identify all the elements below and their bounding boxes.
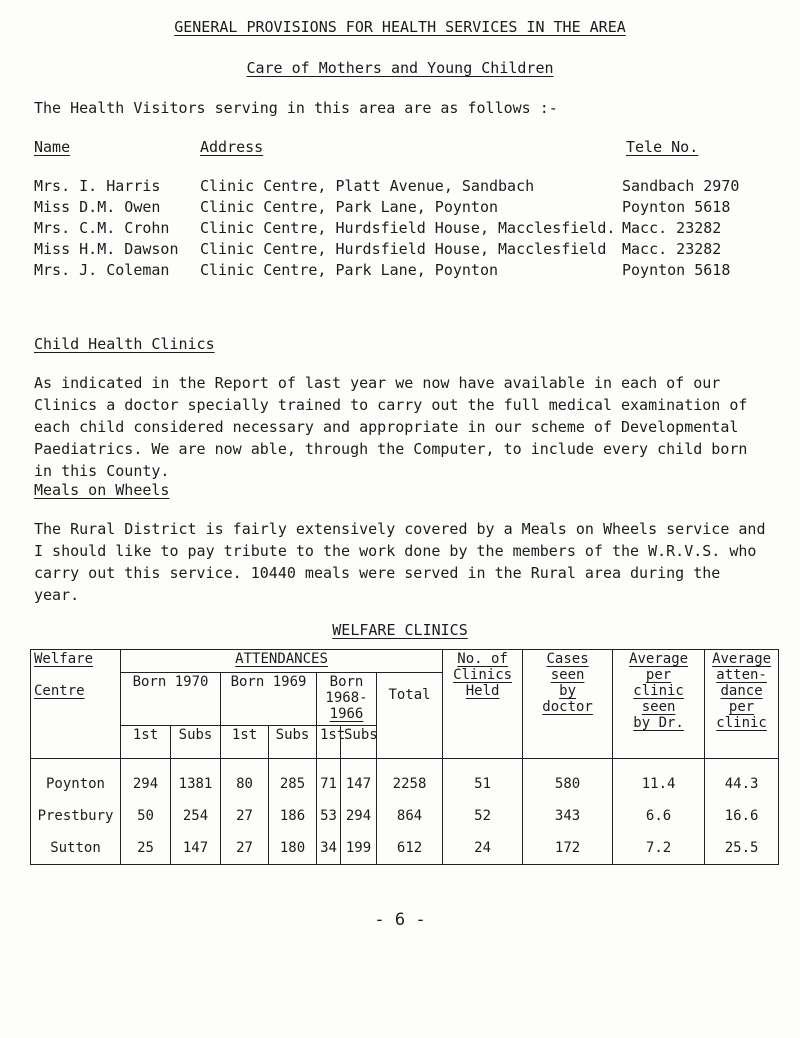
address-header: Address <box>200 138 264 156</box>
cell-clinics: 24 <box>443 832 523 865</box>
cell-b70-subs: 1381 <box>171 759 221 801</box>
cell-cases: 343 <box>523 800 613 832</box>
cell-b68-first: 71 <box>317 759 341 801</box>
visitor-row <box>34 240 774 260</box>
child-health-heading: Child Health Clinics <box>34 335 215 353</box>
cell-b69-subs: 285 <box>269 759 317 801</box>
section-subtitle: Care of Mothers and Young Children <box>246 59 554 77</box>
visitor-name: Mrs. I. Harris <box>34 177 161 195</box>
cell-b68-subs: 199 <box>341 832 377 865</box>
col-total: Total <box>377 673 443 759</box>
cell-b70-first: 50 <box>121 800 171 832</box>
cell-avg-att: 16.6 <box>705 800 779 832</box>
cell-b68-subs: 147 <box>341 759 377 801</box>
col-average-attendance: Average atten- dance per clinic <box>705 650 779 759</box>
tele-header: Tele No. <box>626 138 699 156</box>
visitor-address: Clinic Centre, Park Lane, Poynton <box>200 261 499 279</box>
visitor-name: Mrs. J. Coleman <box>34 261 170 279</box>
visitor-row <box>34 219 774 239</box>
visitor-name: Mrs. C.M. Crohn <box>34 219 170 237</box>
cell-total: 2258 <box>377 759 443 801</box>
visitor-row <box>34 261 774 281</box>
visitor-address: Clinic Centre, Platt Avenue, Sandbach <box>200 177 535 195</box>
cell-b70-subs: 254 <box>171 800 221 832</box>
visitor-tele: Macc. 23282 <box>622 240 722 258</box>
name-header: Name <box>34 138 71 156</box>
cell-b70-first: 25 <box>121 832 171 865</box>
col-born-1969: Born 1969 <box>221 673 317 726</box>
meals-text: The Rural District is fairly extensively covered by a Meals on Wheels service and I should like to pay tribute to the work done by the members of the W.R.V.S. who carry out this service. 10440 meals were served in the Rural area during the year. <box>34 520 766 604</box>
col-1970-first: 1st <box>121 726 171 759</box>
cell-b68-first: 53 <box>317 800 341 832</box>
cell-centre: Prestbury <box>31 800 121 832</box>
cell-b70-subs: 147 <box>171 832 221 865</box>
intro-text: The Health Visitors serving in this area are as follows :- <box>34 99 558 117</box>
child-health-text: As indicated in the Report of last year we now have available in each of our Clinics a doctor specially trained to carry out the full medical examination of each child considered necessary and appropriate in our scheme of Developmental Paediatrics. We are now able, through the Computer, to include every child born in this County. <box>34 374 748 480</box>
cell-cases: 580 <box>523 759 613 801</box>
cell-avg-att: 25.5 <box>705 832 779 865</box>
visitor-tele: Poynton 5618 <box>622 261 731 279</box>
col-1970-subs: Subs <box>171 726 221 759</box>
table-row <box>31 800 779 832</box>
cell-clinics: 51 <box>443 759 523 801</box>
cell-avg-att: 44.3 <box>705 759 779 801</box>
col-clinics-held: No. of Clinics Held <box>443 650 523 759</box>
cell-total: 864 <box>377 800 443 832</box>
col-1969-subs: Subs <box>269 726 317 759</box>
col-cases-seen: Cases seen by doctor <box>523 650 613 759</box>
cell-b69-first: 27 <box>221 832 269 865</box>
visitor-row <box>34 198 774 218</box>
visitor-address: Clinic Centre, Park Lane, Poynton <box>200 198 499 216</box>
cell-b69-first: 27 <box>221 800 269 832</box>
visitor-name: Miss H.M. Dawson <box>34 240 179 258</box>
col-1969-first: 1st <box>221 726 269 759</box>
cell-b69-subs: 186 <box>269 800 317 832</box>
visitor-tele: Poynton 5618 <box>622 198 731 216</box>
cell-b69-subs: 180 <box>269 832 317 865</box>
cell-centre: Sutton <box>31 832 121 865</box>
page-number: - 6 - <box>374 910 426 930</box>
visitor-address: Clinic Centre, Hurdsfield House, Macclesfield <box>200 240 607 258</box>
col-born-1968: Born 1968- 1966 <box>317 673 377 726</box>
page-title: GENERAL PROVISIONS FOR HEALTH SERVICES IN THE AREA <box>174 18 626 36</box>
cell-avg-dr: 11.4 <box>613 759 705 801</box>
cell-b68-subs: 294 <box>341 800 377 832</box>
visitor-tele: Sandbach 2970 <box>622 177 740 195</box>
welfare-heading: WELFARE CLINICS <box>332 621 468 639</box>
visitors-header <box>34 138 774 158</box>
cell-b68-first: 34 <box>317 832 341 865</box>
visitor-row <box>34 177 774 197</box>
visitor-tele: Macc. 23282 <box>622 219 722 237</box>
col-1968-subs: Subs <box>341 726 377 759</box>
cell-b70-first: 294 <box>121 759 171 801</box>
col-centre: Welfare Centre <box>31 650 121 759</box>
table-row <box>31 759 779 801</box>
visitor-name: Miss D.M. Owen <box>34 198 161 216</box>
cell-avg-dr: 6.6 <box>613 800 705 832</box>
cell-centre: Poynton <box>31 759 121 801</box>
welfare-table <box>30 649 779 865</box>
visitor-address: Clinic Centre, Hurdsfield House, Macclesfield. <box>200 219 616 237</box>
table-row <box>31 832 779 865</box>
col-born-1970: Born 1970 <box>121 673 221 726</box>
cell-cases: 172 <box>523 832 613 865</box>
cell-avg-dr: 7.2 <box>613 832 705 865</box>
meals-heading: Meals on Wheels <box>34 481 170 499</box>
table-header-row <box>31 650 779 673</box>
col-average-seen: Average per clinic seen by Dr. <box>613 650 705 759</box>
col-attendances: ATTENDANCES <box>121 650 443 673</box>
cell-b69-first: 80 <box>221 759 269 801</box>
col-1968-first: 1st <box>317 726 341 759</box>
cell-total: 612 <box>377 832 443 865</box>
cell-clinics: 52 <box>443 800 523 832</box>
